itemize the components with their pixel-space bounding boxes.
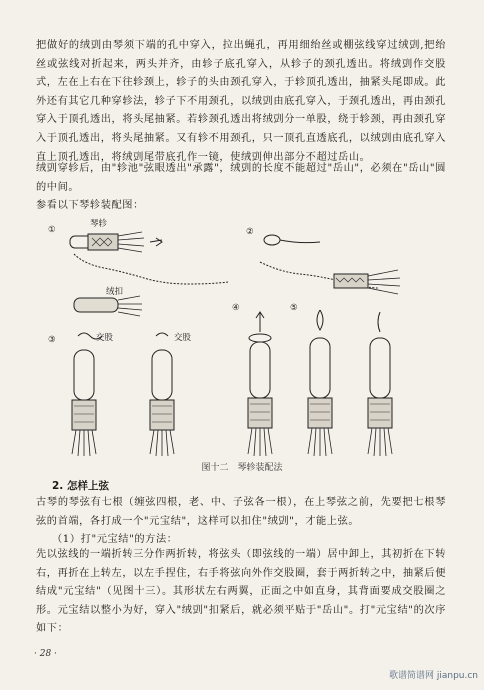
step-3-diagram — [48, 332, 192, 456]
step-marker-1: ① — [48, 225, 56, 235]
page-number: · 28 · — [34, 649, 57, 659]
paragraph-strings-intro: 古琴的琴弦有七根（缠弦四根，老、中、子弦各一根），在上琴弦之前，先要把七根琴弦的首端，各打成一个"元宝结"，这样可以扣住"绒剅"，才能上弦。 — [36, 497, 446, 527]
label-qin-zhen: 琴轸 — [90, 219, 108, 229]
figure-caption: 图十二 琴轸装配法 — [201, 463, 283, 473]
paragraph-see-diagram: 参看以下琴轸装配图： — [36, 200, 144, 211]
step-2-diagram — [246, 227, 400, 294]
step-marker-4: ④ — [232, 303, 240, 313]
step-5-diagram — [290, 303, 392, 456]
paragraph-installing-tuning-pegs: 把做好的绒剅由琴须下端的孔中穿入，拉出蝇孔，再用细绐丝或棚弦线穿过绒剅,把绐丝或弦线对折起来，两头并齐，由轸子底孔穿入，从轸子的颈孔透出。将绒剅作交股式，左在上右在下往轸颈上，轸子的头由颈孔穿入，于轸顶孔透出，抽紧头尾即成。此外还有其它几种穿轸法，轸子下不用颈孔，以绒剅由底孔穿入，于颈孔透出，再由颈孔穿入于顶孔透出，将头尾抽紧。若轸颈孔透出将绒剅分一单股，绕于轸颈，再由颈孔穿入于顶孔透出，将头尾抽紧。又有轸不用颈孔，只一顶孔直透底孔，以绒剅由底孔穿入直上顶孔透出，将绒剅尾带底孔作一镜，使绒剅伸出部分不超过岳山。 — [36, 40, 446, 163]
tuning-peg-assembly-figure — [34, 214, 454, 472]
step-4-diagram — [232, 303, 272, 456]
step-marker-3: ③ — [48, 335, 56, 345]
step-marker-2: ② — [246, 227, 254, 237]
label-jiao-gu-2: 交股 — [174, 333, 192, 343]
label-rong-kou: 绒扣 — [106, 287, 124, 297]
paragraph-knot-method: 先以弦线的一端折转三分作两折转，将弦头（即弦线的一端）居中卸上，其初折在下转右，再折在上转左，以左手捏住，右手将弦向外作交股圈，套于两折转之中，抽紧后便结成"元宝结"（见图十三）。其形状左右两翼，正面之中如直身，其背面要成交股圈之形。元宝结以整小为好，穿入"绒剅"扣紧后，就必须平贴于"岳山"。打"元宝结"的次序如下： — [36, 549, 446, 635]
site-watermark: 歌谱简谱网 jianpu.cn — [388, 671, 478, 681]
paragraph-cord-length: 绒剅穿轸后，由"轸池"弦眼透出"承露"，绒剅的长度不能超过"岳山"，必须在"岳山"圆的中间。 — [36, 163, 446, 193]
paragraph-knot-heading: （1）打"元宝结"的方法： — [52, 534, 178, 545]
step-1-diagram — [48, 218, 228, 316]
label-jiao-gu-1: 交股 — [96, 333, 114, 343]
section-title: 2. 怎样上弦 — [52, 480, 109, 492]
step-marker-5: ⑤ — [290, 303, 298, 313]
